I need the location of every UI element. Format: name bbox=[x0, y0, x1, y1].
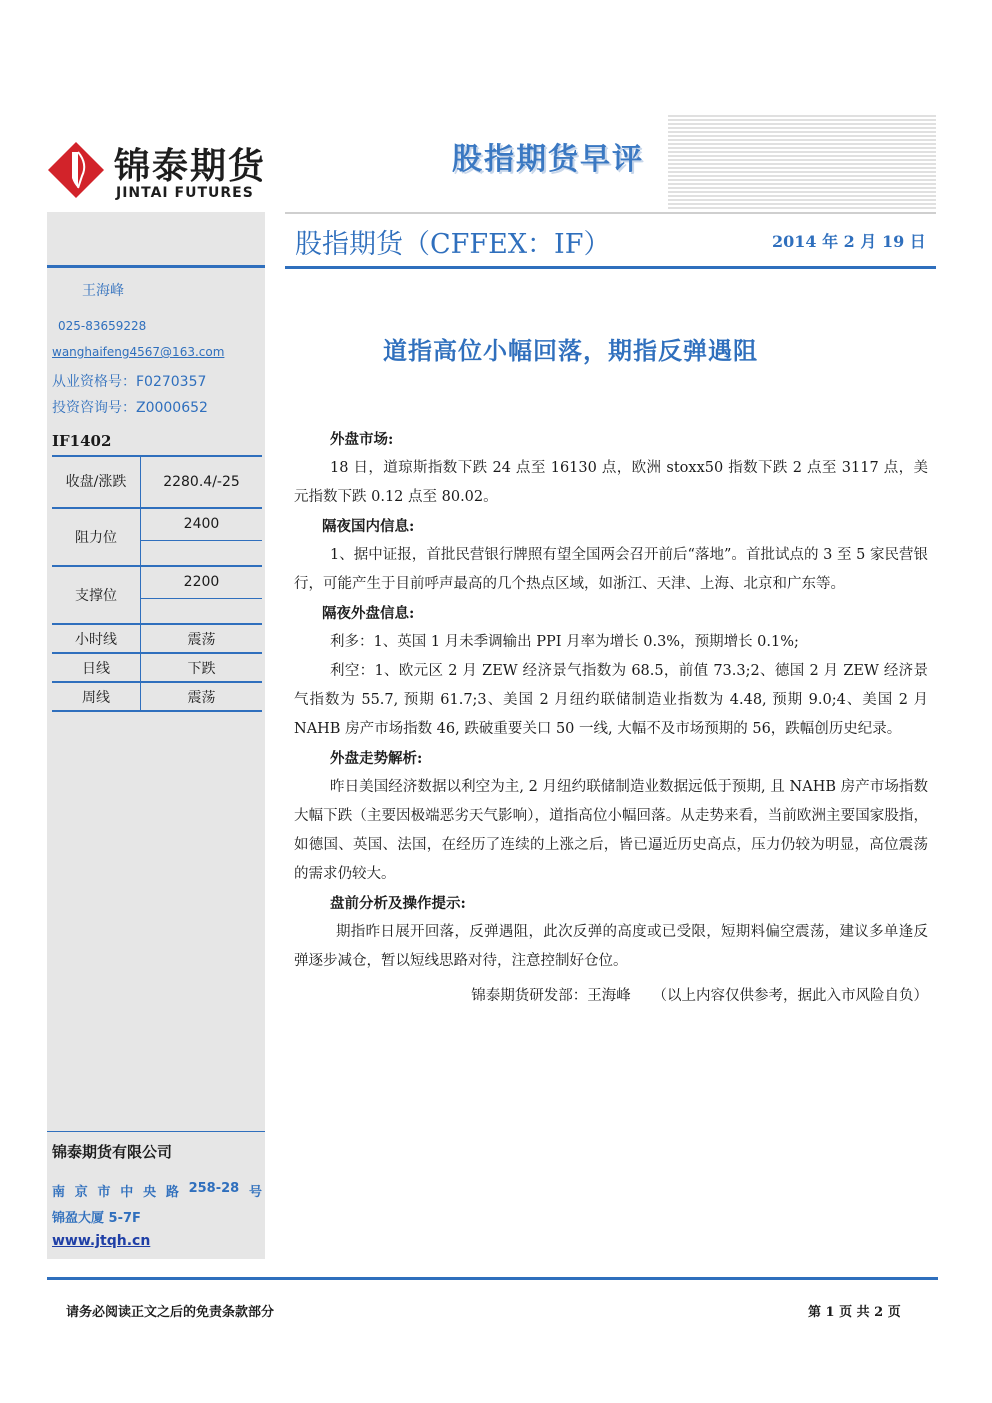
table-cell-value: 下跌 bbox=[141, 653, 263, 682]
analyst-phone: 025-83659228 bbox=[58, 319, 147, 333]
address-part: 南 bbox=[52, 1185, 66, 1200]
section-title: 隔夜国内信息: bbox=[322, 518, 415, 535]
article-body bbox=[294, 425, 928, 1011]
address-part: 京 bbox=[74, 1185, 88, 1200]
paragraph: 期指昨日展开回落，反弹遇阻，此次反弹的高度或已受限，短期料偏空震荡，建议多单逢反弹逐步减仓，暂以短线思路对待，注意控制好仓位。 bbox=[294, 924, 928, 969]
table-row bbox=[52, 566, 262, 598]
section-title: 外盘市场: bbox=[330, 431, 394, 448]
analyst-email-link[interactable]: wanghaifeng4567@163.com bbox=[52, 345, 225, 359]
sidebar-company-rule bbox=[47, 1131, 265, 1132]
sidebar bbox=[47, 212, 265, 1259]
address-part: 市 bbox=[97, 1185, 111, 1200]
contract-table bbox=[52, 455, 262, 712]
company-address bbox=[52, 1181, 262, 1200]
company-logo-icon bbox=[48, 142, 104, 198]
section-title: 外盘走势解析: bbox=[330, 750, 423, 767]
analyst-name: 王海峰 bbox=[82, 283, 124, 299]
address-part: 央 bbox=[143, 1185, 157, 1200]
paragraph: 利多：1、英国 1 月未季调输出 PPI 月率为增长 0.3%，预期增长 0.1%; bbox=[330, 634, 799, 650]
contract-code: IF1402 bbox=[52, 432, 112, 450]
sidebar-top-rule bbox=[47, 265, 265, 268]
table-cell-value: 震荡 bbox=[141, 682, 263, 711]
table-cell-label: 日线 bbox=[52, 653, 141, 682]
company-address-line2: 锦盈大厦 5-7F bbox=[52, 1211, 141, 1226]
table-cell-label: 周线 bbox=[52, 682, 141, 711]
address-part: 中 bbox=[120, 1185, 134, 1200]
signature: 锦泰期货研发部：王海峰 （以上内容仅供参考，据此入市风险自负） bbox=[471, 988, 928, 1004]
table-cell-value: 2400 bbox=[141, 508, 263, 540]
article-headline: 道指高位小幅回落，期指反弹遇阻 bbox=[383, 336, 758, 365]
table-cell-value: 2280.4/-25 bbox=[141, 456, 263, 508]
address-part: 路 bbox=[165, 1185, 179, 1200]
table-cell-label: 支撑位 bbox=[52, 566, 141, 624]
footer-rule bbox=[47, 1277, 938, 1280]
address-part: 258-28 bbox=[188, 1181, 240, 1196]
report-title: 股指期货早评 bbox=[452, 142, 644, 177]
header-hatch-decoration bbox=[668, 115, 936, 211]
paragraph: 18 日，道琼斯指数下跌 24 点至 16130 点，欧洲 stoxx50 指数下跌 2 点至 3117 点，美元指数下跌 0.12 点至 80.02。 bbox=[294, 460, 928, 505]
report-date: 2014 年 2 月 19 日 bbox=[772, 232, 926, 251]
table-cell-value: 震荡 bbox=[141, 624, 263, 653]
table-row bbox=[52, 653, 262, 682]
table-cell-value: 2200 bbox=[141, 566, 263, 598]
paragraph: 1、据中证报，首批民营银行牌照有望全国两会召开前后“落地”。首批试点的 3 至 5 家民营银行，可能产生于目前呼声最高的几个热点区域，如浙江、天津、上海、北京和广东等。 bbox=[294, 547, 928, 592]
table-row bbox=[52, 624, 262, 653]
table-row bbox=[52, 682, 262, 711]
table-cell-label: 小时线 bbox=[52, 624, 141, 653]
company-website-link[interactable]: www.jtqh.cn bbox=[52, 1233, 151, 1249]
table-cell-label: 阻力位 bbox=[52, 508, 141, 566]
table-row bbox=[52, 456, 262, 508]
logo-name-cn: 锦泰期货 bbox=[114, 146, 267, 187]
paragraph: 利空：1、欧元区 2 月 ZEW 经济景气指数为 68.5，前值 73.3;2、德国 2 月 ZEW 经济景气指数为 55.7, 预期 61.7;3、美国 2 月纽约联储制造业指数为 4.48, 预期 9.0;4、美国 2 月 NAHB 房产市场指数 46, 跌破重要关口 50 一线, 大幅不及市场预期的 56，跌幅创历史纪录。 bbox=[294, 663, 928, 737]
paragraph: 昨日美国经济数据以利空为主, 2 月纽约联储制造业数据远低于预期, 且 NAHB 房产市场指数大幅下跌（主要因极端恶劣天气影响），道指高位小幅回落。从走势来看，当前欧洲主要国家股指，如德国、英国、法国，在经历了连续的上涨之后，皆已逼近历史高点，压力仍较为明显，高位震荡的需求仍较大。 bbox=[294, 779, 928, 882]
analyst-qualification: 从业资格号：F0270357 bbox=[52, 374, 207, 390]
analyst-consulting-number: 投资咨询号：Z0000652 bbox=[52, 400, 208, 416]
table-cell-label: 收盘/涨跌 bbox=[52, 456, 141, 508]
page-number: 第 1 页 共 2 页 bbox=[808, 1305, 901, 1320]
table-row bbox=[52, 508, 262, 540]
product-name: 股指期货（CFFEX：IF） bbox=[295, 229, 611, 260]
footer-disclaimer: 请务必阅读正文之后的免责条款部分 bbox=[66, 1305, 275, 1320]
section-title: 盘前分析及操作提示: bbox=[330, 895, 466, 912]
company-name: 锦泰期货有限公司 bbox=[52, 1143, 173, 1161]
section-title: 隔夜外盘信息: bbox=[322, 605, 415, 622]
logo-name-en: JINTAI FUTURES bbox=[116, 185, 254, 201]
address-part: 号 bbox=[248, 1185, 262, 1200]
